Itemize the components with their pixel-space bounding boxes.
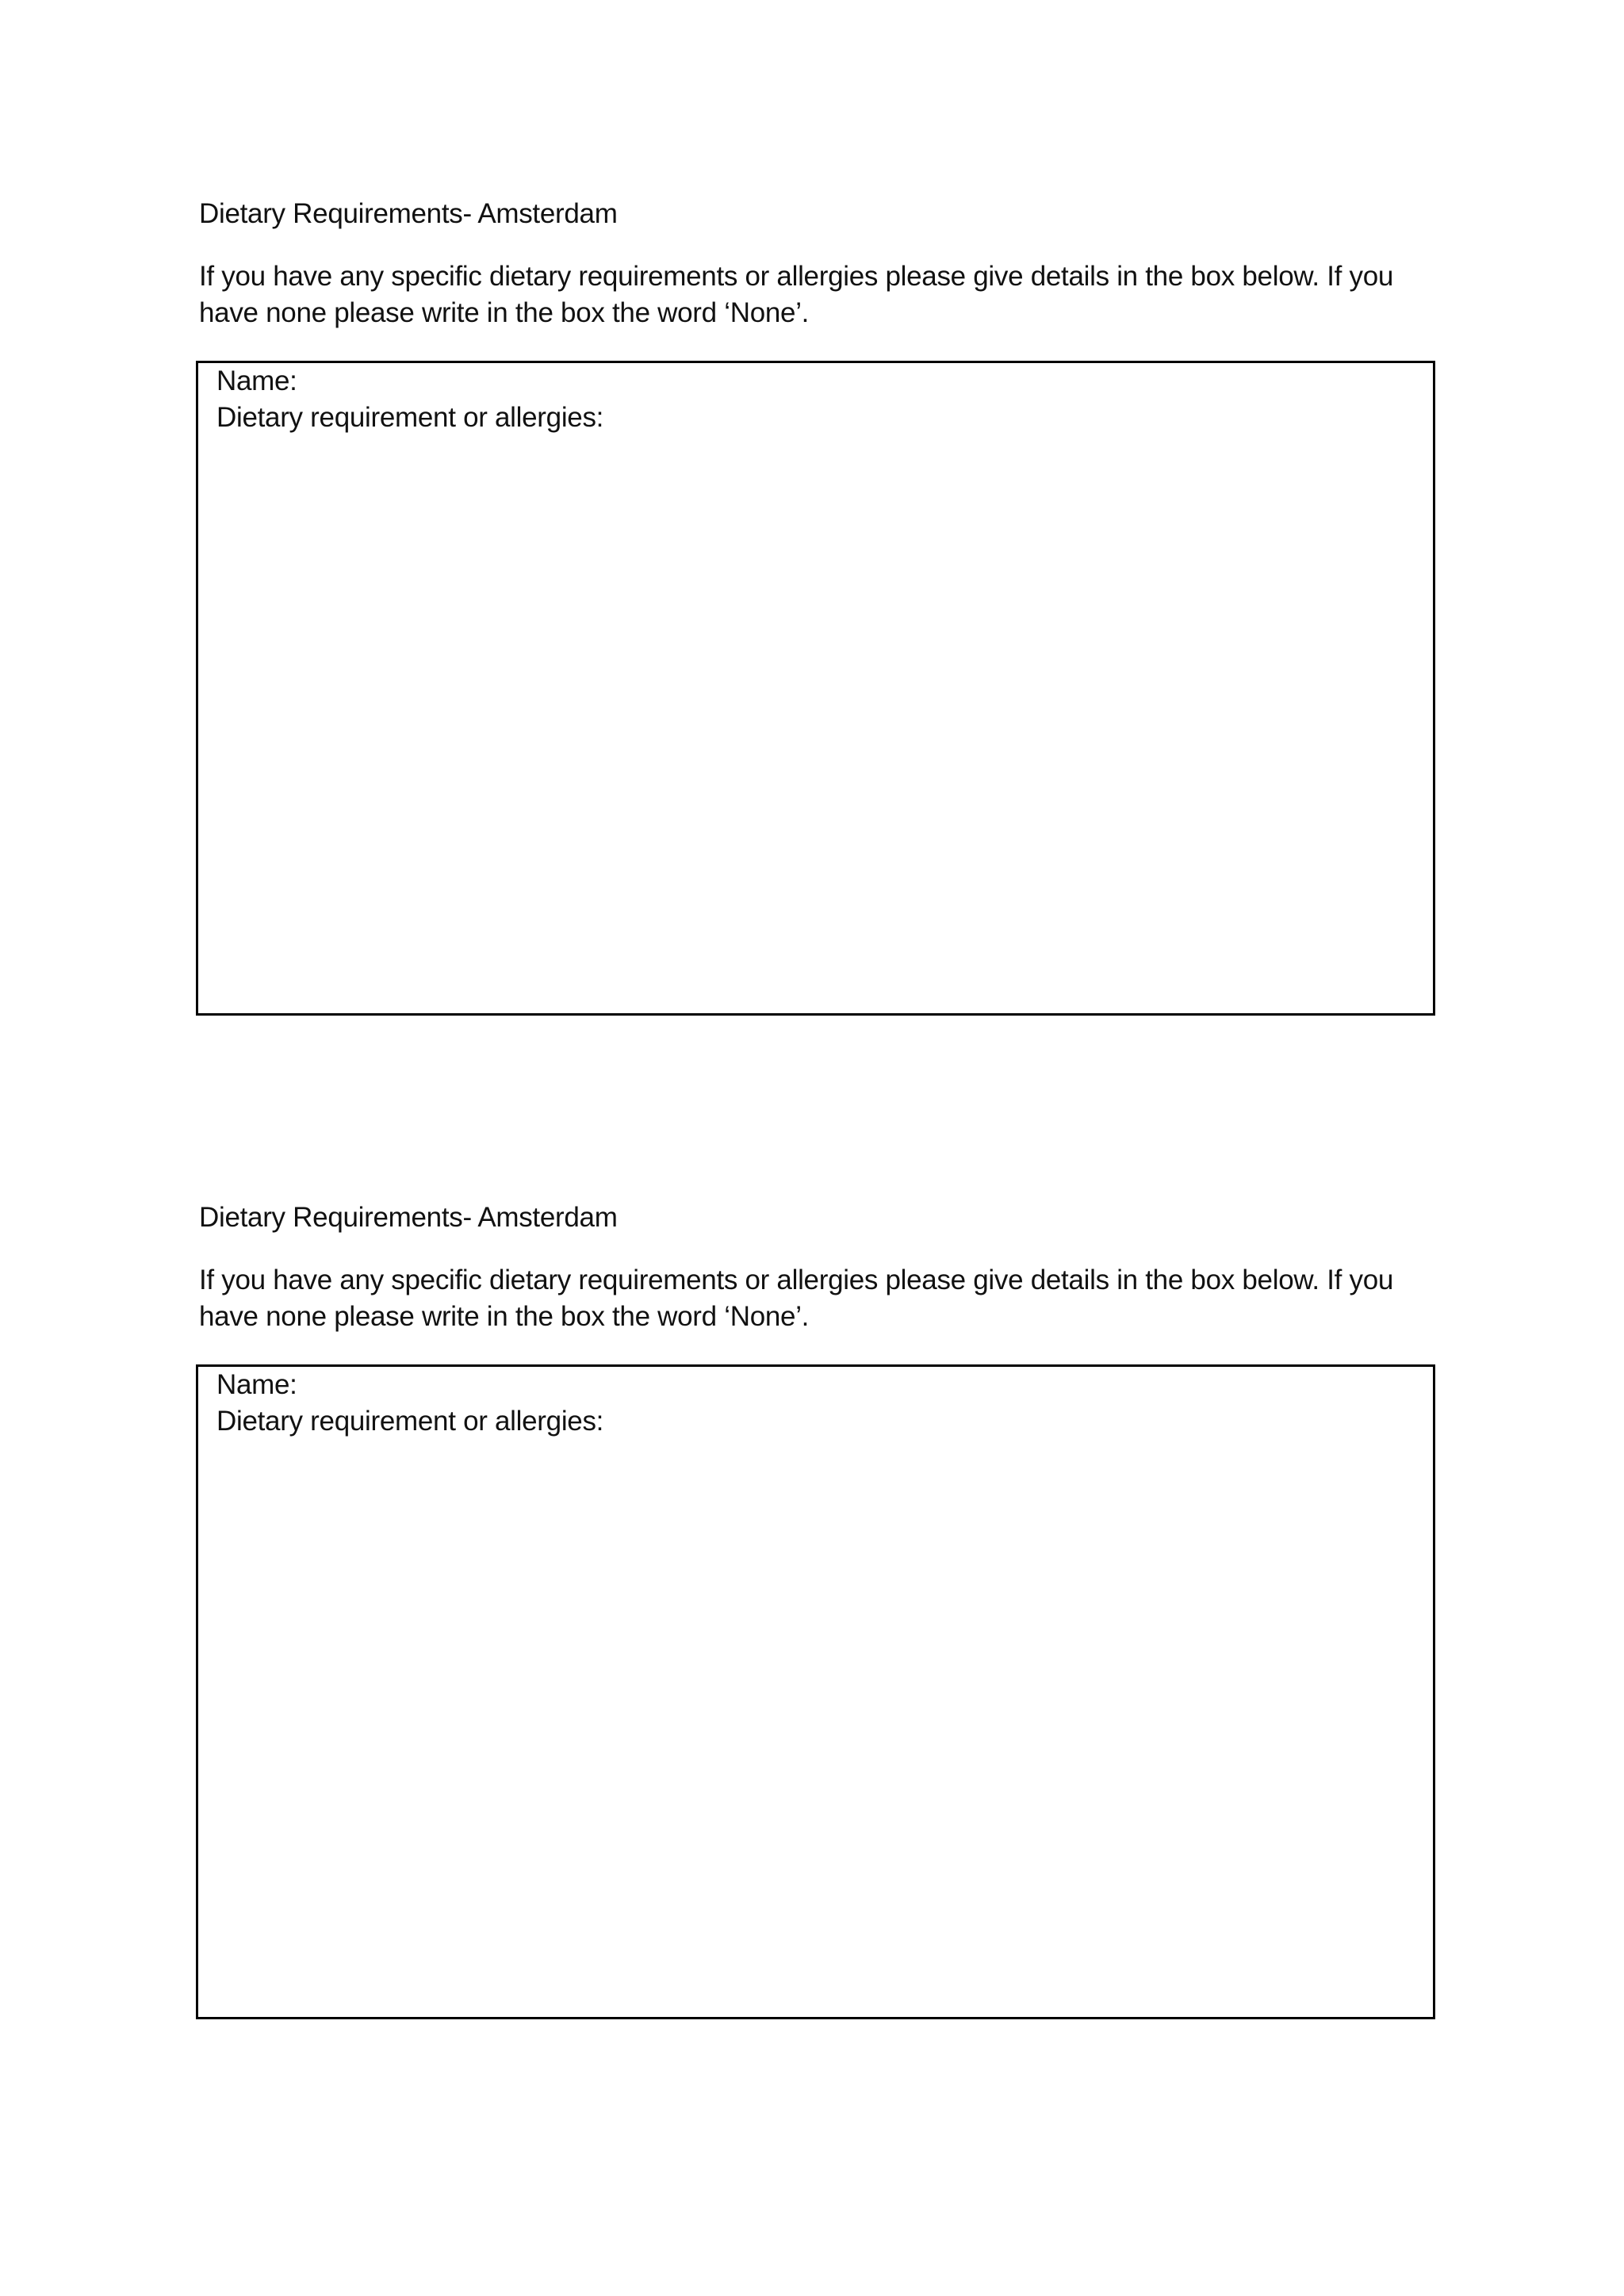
instructions-line: have none please write in the box the word ‘None’. (199, 1301, 810, 1332)
instructions-paragraph (199, 1262, 1436, 1335)
instructions-line: If you have any specific dietary requirements or allergies please give details in the box below. If you (199, 1265, 1394, 1295)
name-label: Name: (216, 365, 297, 396)
dietary-requirement-label: Dietary requirement or allergies: (216, 402, 604, 433)
answer-box[interactable] (196, 361, 1435, 1016)
answer-box[interactable] (196, 1364, 1435, 2019)
instructions-paragraph (199, 258, 1436, 331)
name-label: Name: (216, 1369, 297, 1400)
section-title: Dietary Requirements- Amsterdam (199, 1202, 618, 1233)
dietary-requirement-label: Dietary requirement or allergies: (216, 1406, 604, 1437)
instructions-line: have none please write in the box the word ‘None’. (199, 297, 810, 328)
section-title: Dietary Requirements- Amsterdam (199, 198, 618, 229)
instructions-line: If you have any specific dietary requirements or allergies please give details in the box below. If you (199, 261, 1394, 292)
